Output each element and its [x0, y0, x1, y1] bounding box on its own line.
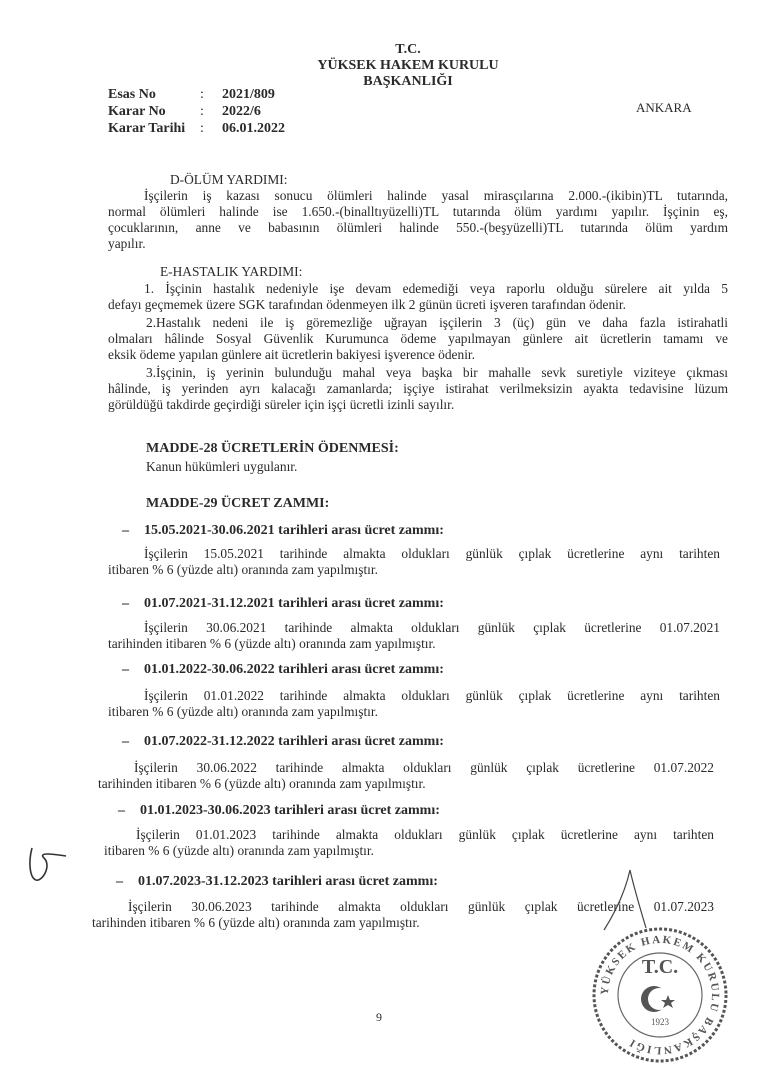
esas-label: Esas No	[108, 87, 156, 102]
hastalik-p2	[108, 315, 728, 363]
period-line: İşçilerin 30.06.2021 tarihinde almakta oldukları günlük çıplak ücretlerine 01.07.2021	[144, 620, 720, 635]
period-paragraph	[108, 620, 720, 652]
page-number: 9	[376, 1010, 382, 1024]
header-institution: YÜKSEK HAKEM KURULU	[317, 58, 499, 73]
header-city: ANKARA	[636, 100, 692, 115]
hastalik-p3-line: hâlinde, iş yerinden ayrı kalacağı zamanlarda; işçiye istirahat verilmeksizin ayakta tedavisine lüzum	[108, 381, 728, 396]
dash-bullet: –	[116, 874, 123, 889]
olum-line: normal ölümleri halinde ise 1.650.-(binalltıyüzelli)TL tutarında ölüm yardımı yapılır. İşçinin eş,	[108, 204, 728, 219]
esas-value: 2021/809	[222, 87, 275, 102]
hastalik-p2-line: olmaları hâlinde Sosyal Güvenlik Kurumunca ödeme yapılmayan günlere ait ücretlerin tamamı ve	[108, 331, 728, 346]
period-line: İşçilerin 01.01.2022 tarihinde almakta oldukları günlük çıplak ücretlerine aynı tarihten	[144, 688, 720, 703]
header-tc: T.C.	[395, 42, 421, 57]
hastalik-p1	[108, 281, 728, 313]
period-heading-text: 01.07.2023-31.12.2023 tarihleri arası ücret zammı:	[138, 874, 438, 889]
period-line: itibaren % 6 (yüzde altı) oranında zam yapılmıştır.	[108, 562, 378, 577]
period-paragraph	[108, 546, 720, 578]
period-paragraph	[108, 688, 720, 720]
period-line: tarihinden itibaren % 6 (yüzde altı) oranında zam yapılmıştır.	[108, 636, 436, 651]
meta-karar	[108, 104, 261, 120]
period-heading	[122, 596, 444, 612]
esas-sep: :	[200, 87, 204, 102]
dash-bullet: –	[122, 662, 129, 677]
period-paragraph	[98, 760, 714, 792]
hastalik-p1-line: 1. İşçinin hastalık nedeniyle işe devam edemediği veya raporlu olduğu sürelere ait yılda 5	[144, 281, 728, 296]
period-line: İşçilerin 01.01.2023 tarihinde almakta oldukları günlük çıplak ücretlerine aynı tarihten	[136, 827, 714, 842]
period-line: İşçilerin 30.06.2023 tarihinde almakta oldukları günlük çıplak ücretlerine 01.07.2023	[128, 899, 714, 914]
olum-paragraph	[108, 188, 728, 252]
period-line: itibaren % 6 (yüzde altı) oranında zam yapılmıştır.	[108, 704, 378, 719]
handwritten-initial	[22, 838, 72, 888]
stamp-center-text: T.C.	[641, 956, 679, 978]
meta-esas	[108, 87, 275, 103]
madde28-title: MADDE-28 ÜCRETLERİN ÖDENMESİ:	[146, 441, 399, 456]
stamp-ring-text: YÜKSEK HAKEM KURULU BAŞKANLIĞI	[598, 933, 722, 1057]
dash-bullet: –	[122, 596, 129, 611]
dash-bullet: –	[122, 523, 129, 538]
olum-line: çocuklarının, anne ve babasının ölümleri halinde 550.-(beşyüzelli)TL tutarında ölüm yardım	[108, 220, 728, 235]
meta-tarih	[108, 121, 285, 137]
hastalik-p3-line: 3.İşçinin, iş yerinin bulunduğu mahal veya başka bir mahalle sevk suretiyle viziteye çıkması	[146, 365, 728, 380]
tarih-value: 06.01.2022	[222, 121, 285, 136]
hastalik-title: E-HASTALIK YARDIMI:	[160, 264, 303, 279]
official-stamp	[590, 925, 730, 1065]
period-heading-text: 01.07.2021-31.12.2021 tarihleri arası ücret zammı:	[144, 596, 444, 611]
dash-bullet: –	[122, 734, 129, 749]
hastalik-p1-line: defayı geçmemek üzere SGK tarafından ödenmeyen ilk 2 günün ücreti işveren tarafından ödenir.	[108, 297, 626, 312]
period-heading	[122, 662, 444, 678]
karar-label: Karar No	[108, 104, 166, 119]
period-heading	[122, 734, 444, 750]
period-heading	[118, 803, 440, 819]
olum-title: D-ÖLÜM YARDIMI:	[170, 172, 288, 187]
period-line: İşçilerin 30.06.2022 tarihinde almakta oldukları günlük çıplak ücretlerine 01.07.2022	[134, 760, 714, 775]
stamp-year: 1923	[651, 1017, 669, 1027]
hastalik-p2-line: 2.Hastalık nedeni ile iş göremezliğe uğrayan işçilerin 3 (üç) gün ve daha fazla istirahatli	[146, 315, 728, 330]
madde29-title: MADDE-29 ÜCRET ZAMMI:	[146, 496, 330, 511]
period-line: İşçilerin 15.05.2021 tarihinde almakta oldukları günlük çıplak ücretlerine aynı tarihten	[144, 546, 720, 561]
period-heading-text: 15.05.2021-30.06.2021 tarihleri arası ücret zammı:	[144, 523, 444, 538]
period-line: itibaren % 6 (yüzde altı) oranında zam yapılmıştır.	[104, 843, 374, 858]
olum-line: İşçilerin iş kazası sonucu ölümleri halinde yasal mirasçılarına 2.000.-(ikibin)TL tutarında,	[144, 188, 728, 203]
period-heading	[122, 523, 444, 539]
period-line: tarihinden itibaren % 6 (yüzde altı) oranında zam yapılmıştır.	[98, 776, 426, 791]
hastalik-p3	[108, 365, 728, 413]
tarih-label: Karar Tarihi	[108, 121, 186, 136]
hastalik-p3-line: görüldüğü takdirde geçirdiği süreler için işçi ücretli izinli sayılır.	[108, 397, 455, 412]
period-paragraph	[104, 827, 714, 859]
dash-bullet: –	[118, 803, 125, 818]
period-line: tarihinden itibaren % 6 (yüzde altı) oranında zam yapılmıştır.	[92, 915, 420, 930]
hastalik-p2-line: eksik ödeme yapılan günlere ait ücretlerin bakiyesi işverence ödenir.	[108, 347, 475, 362]
madde28-text: Kanun hükümleri uygulanır.	[146, 459, 298, 474]
tarih-sep: :	[200, 121, 204, 136]
period-heading-text: 01.01.2023-30.06.2023 tarihleri arası ücret zammı:	[140, 803, 440, 818]
period-heading	[116, 874, 438, 890]
karar-value: 2022/6	[222, 104, 261, 119]
header-department: BAŞKANLIĞI	[363, 74, 453, 89]
period-heading-text: 01.01.2022-30.06.2022 tarihleri arası ücret zammı:	[144, 662, 444, 677]
olum-line: yapılır.	[108, 236, 146, 251]
period-heading-text: 01.07.2022-31.12.2022 tarihleri arası ücret zammı:	[144, 734, 444, 749]
karar-sep: :	[200, 104, 204, 119]
